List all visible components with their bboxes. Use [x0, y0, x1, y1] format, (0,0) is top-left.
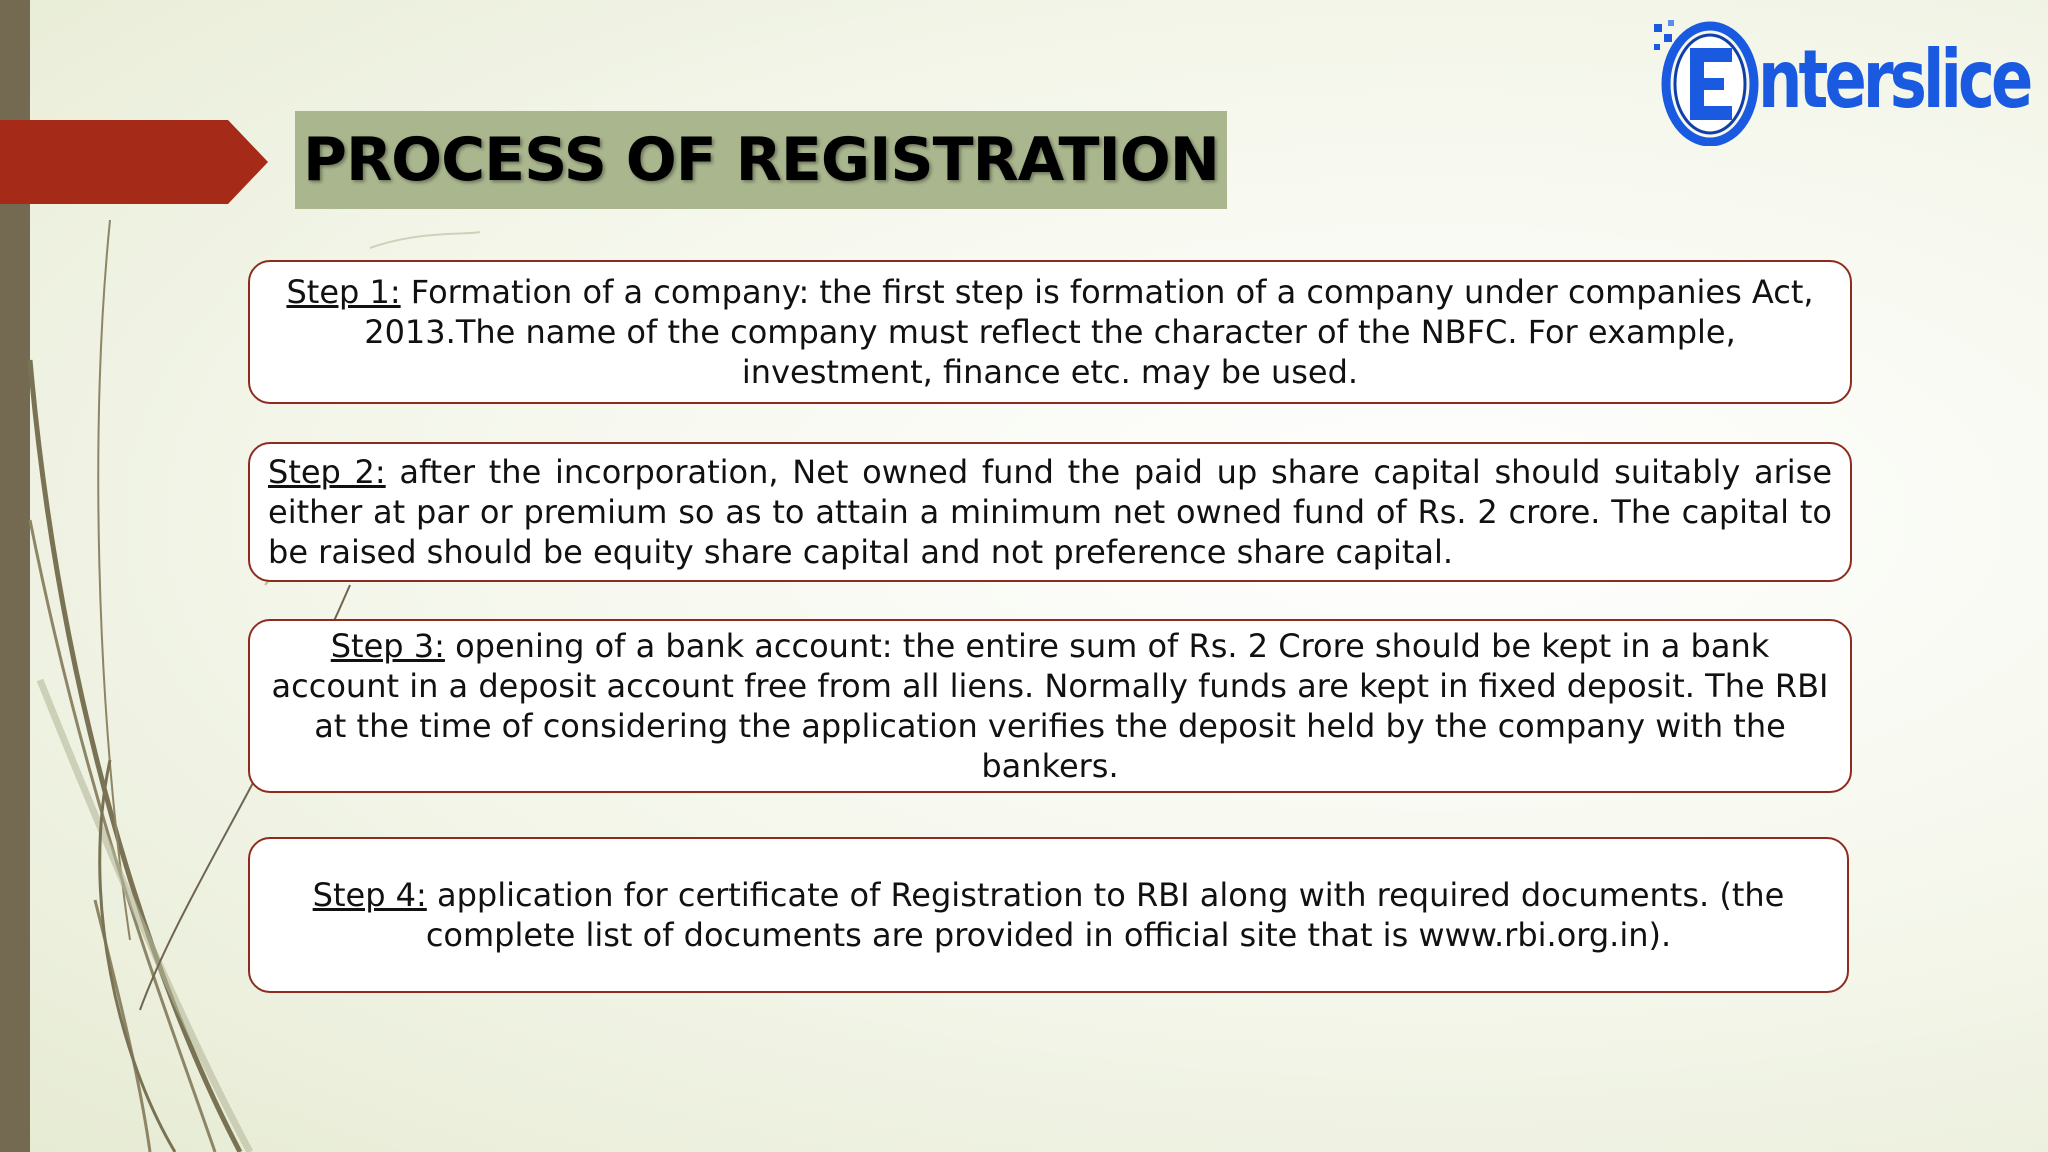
step-description: opening of a bank account: the entire sum of Rs. 2 Crore should be kept in a bank account in a deposit account free from all liens. Normally funds are kept in fixed deposit. The RBI at the time of considering the application verifies the deposit held by the company with the bankers.	[271, 627, 1829, 785]
step-box-4	[248, 837, 1849, 993]
step-box-3	[248, 619, 1852, 793]
swoosh-line	[40, 680, 250, 1152]
page-title: PROCESS OF REGISTRATION	[302, 125, 1220, 195]
logo-mark-icon	[1654, 20, 1774, 146]
title-arrow-shape	[0, 120, 268, 204]
enterslice-logo	[1646, 14, 2030, 144]
step-label: Step 1:	[286, 273, 401, 311]
step-description: application for certificate of Registration to RBI along with required documents. (the complete list of documents are provided in official site that is www.rbi.org.in).	[425, 876, 1785, 954]
step-description: Formation of a company: the first step is formation of a company under companies Act, 2013.The name of the company must reflect the character of the NBFC. For example, investment, finance etc. may be used.	[364, 273, 1814, 391]
step-label: Step 4:	[312, 876, 427, 914]
step-text	[268, 452, 1832, 572]
step-text	[268, 626, 1832, 786]
logo-wordmark-visible: nterslice	[1758, 33, 2030, 126]
swoosh-line	[30, 360, 240, 1152]
swoosh-line	[30, 520, 215, 1152]
step-description: after the incorporation, Net owned fund the paid up share capital should suitably arise either at par or premium so as to attain a minimum net owned fund of Rs. 2 crore. The capital to be raised should be equity share capital and not preference share capital.	[268, 453, 1833, 571]
step-text	[268, 272, 1832, 392]
swoosh-line	[370, 232, 480, 248]
step-text	[268, 875, 1829, 955]
step-label: Step 3:	[330, 627, 445, 665]
step-box-2	[248, 442, 1852, 582]
step-box-1	[248, 260, 1852, 404]
title-banner	[295, 111, 1227, 209]
step-label: Step 2:	[268, 453, 386, 491]
